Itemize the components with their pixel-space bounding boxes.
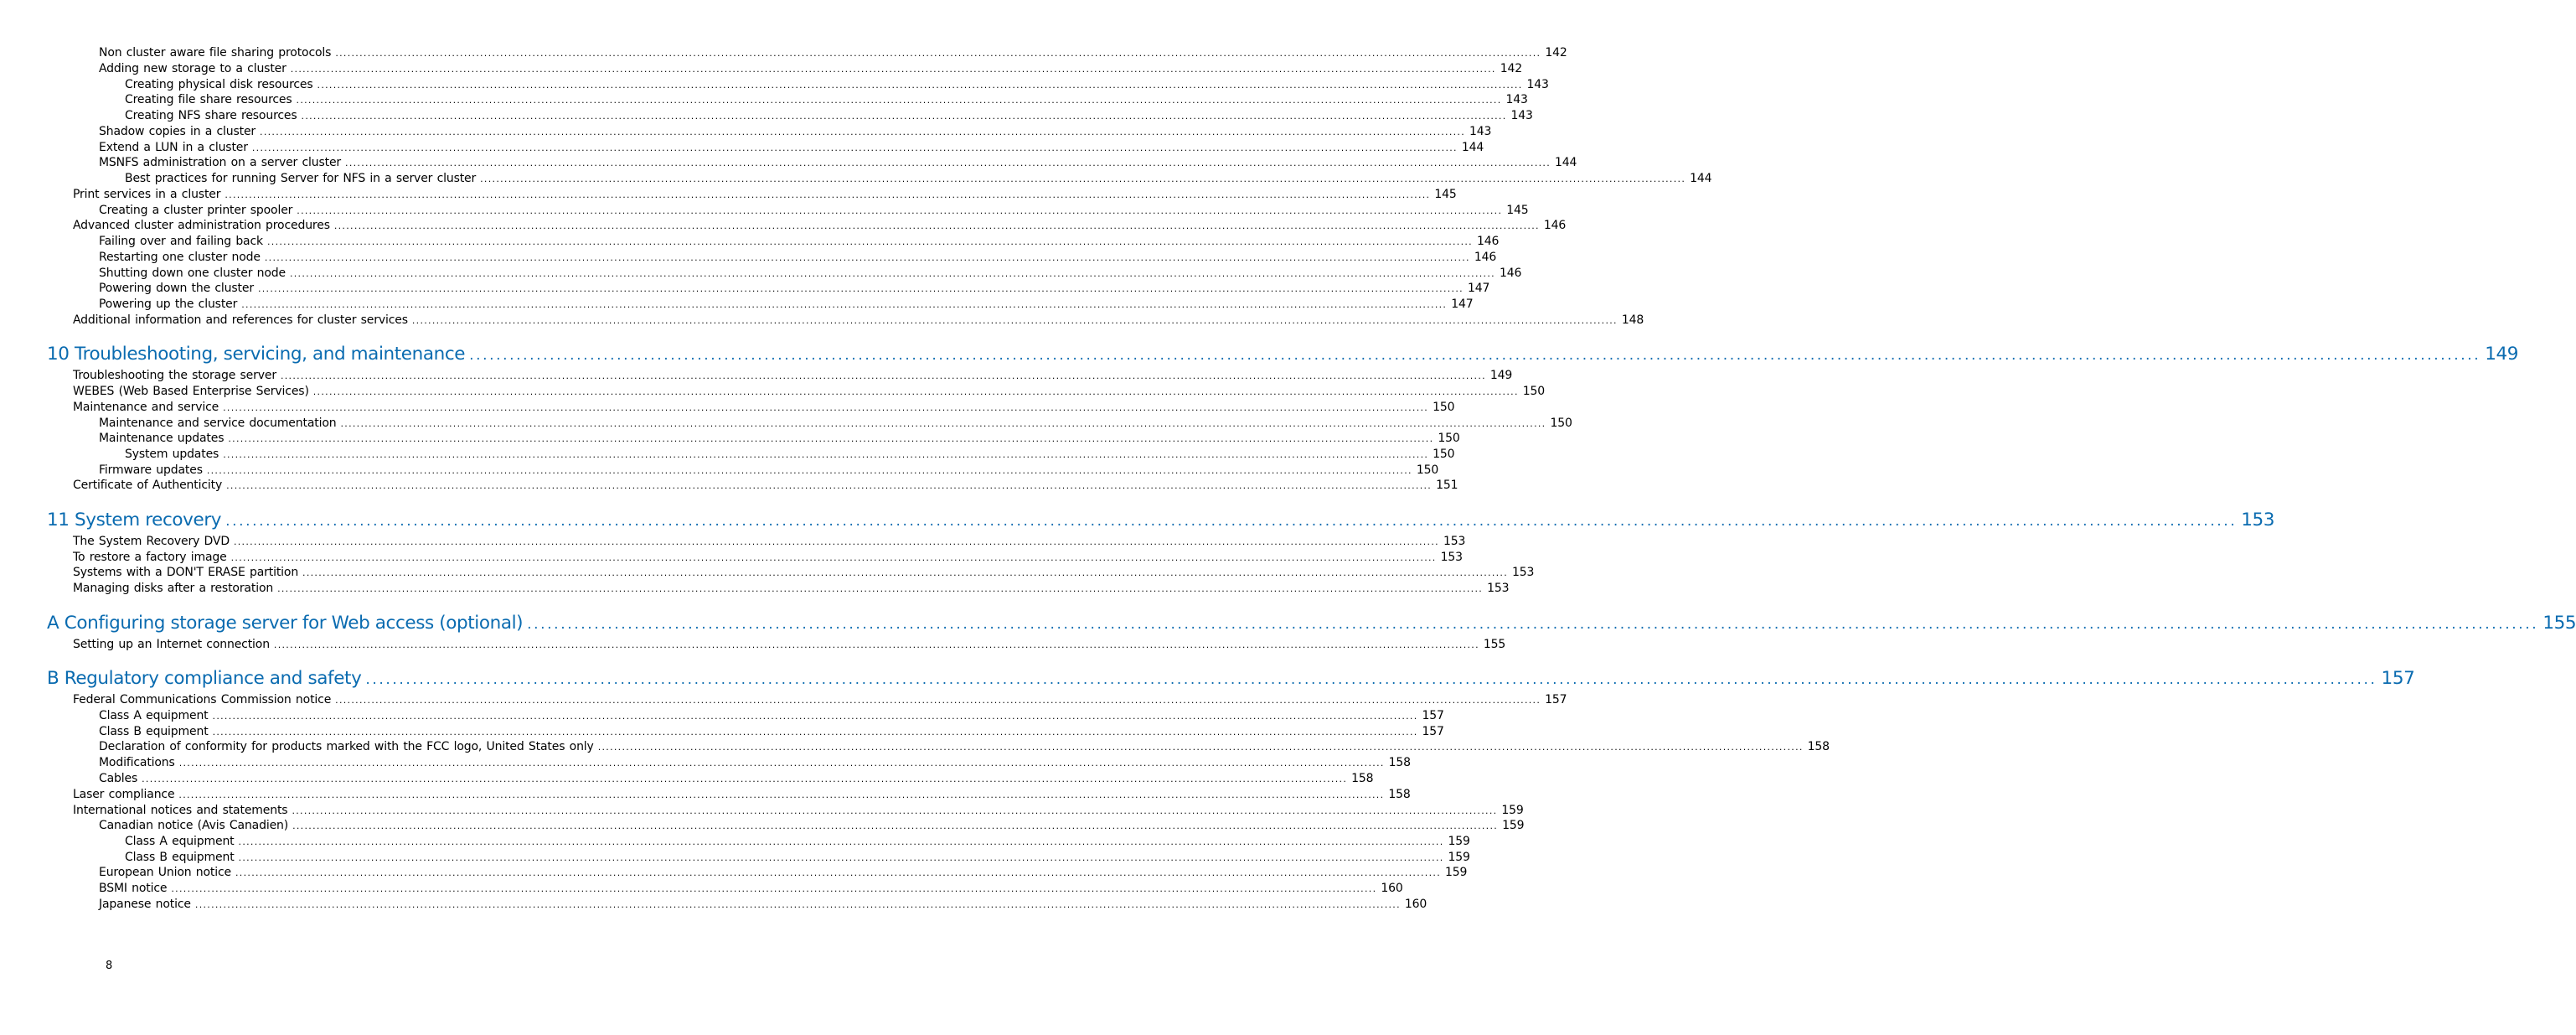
toc-entry[interactable]	[99, 432, 1460, 448]
toc-entry-page: 144	[1555, 156, 1577, 169]
toc-entry-page: 157	[1422, 709, 1444, 722]
toc-entry-title: Class A equipment	[99, 709, 209, 722]
toc-entry[interactable]	[125, 851, 1470, 867]
toc-chapter-heading[interactable]	[47, 344, 2519, 369]
toc-entry-page: 147	[1451, 298, 1474, 311]
toc-entry-title: Class B equipment	[99, 725, 209, 738]
dot-leader: ............................................................................................................................................................................................................................................................................................................	[235, 867, 1441, 878]
toc-entry[interactable]	[99, 298, 1474, 313]
toc-entry-title: Shutting down one cluster node	[99, 267, 286, 280]
toc-entry[interactable]	[73, 788, 1411, 804]
toc-entry-title: Declaration of conformity for products marked with the FCC logo, United States only	[99, 740, 594, 753]
toc-entry-title: Canadian notice (Avis Canadien)	[99, 819, 289, 832]
toc-entry-page: 142	[1545, 46, 1567, 60]
toc-entry-page: 157	[2381, 668, 2415, 689]
dot-leader: ............................................................................................................................................................................................................................................................................................................	[223, 449, 1429, 460]
toc-entry-title: Firmware updates	[99, 463, 203, 477]
toc-entry-title: Class B equipment	[125, 851, 235, 864]
toc-entry-page: 159	[1445, 866, 1468, 879]
toc-entry-title: 11 System recovery	[47, 510, 222, 530]
dot-leader: ............................................................................................................................................................................................................................................................................................................	[411, 315, 1618, 326]
toc-entry[interactable]	[99, 141, 1484, 157]
toc-entry-page: 157	[1422, 725, 1444, 738]
toc-entry-page: 143	[1505, 93, 1528, 106]
toc-entry-page: 149	[2485, 344, 2519, 365]
toc-entry-title: Federal Communications Commission notice	[73, 693, 332, 706]
toc-entry[interactable]	[99, 819, 1525, 835]
toc-chapter-heading[interactable]	[47, 510, 2275, 535]
toc-entry-page: 150	[1522, 385, 1546, 398]
toc-entry-page: 153	[1443, 535, 1466, 548]
toc-entry-page: 148	[1621, 313, 1644, 327]
toc-entry-page: 159	[1448, 835, 1470, 848]
toc-entry-title: Creating physical disk resources	[125, 78, 313, 91]
toc-entry[interactable]	[73, 535, 1466, 551]
dot-leader: ............................................................................................................................................................................................................................................................................................................	[335, 695, 1541, 706]
toc-entry-page: 142	[1500, 62, 1522, 75]
toc-entry-page: 157	[1545, 693, 1567, 706]
toc-entry[interactable]	[99, 463, 1439, 479]
toc-entry[interactable]	[73, 582, 1510, 598]
dot-leader: ............................................................................................................................................................................................................................................................................................................	[597, 742, 1804, 753]
toc-entry[interactable]	[99, 204, 1529, 220]
toc-entry[interactable]	[99, 740, 1830, 756]
toc-entry-page: 153	[2241, 510, 2275, 530]
toc-entry[interactable]	[99, 882, 1403, 898]
dot-leader: ............................................................................................................................................................................................................................................................................................................	[345, 158, 1551, 168]
dot-leader: ............................................................................................................................................................................................................................................................................................................	[142, 774, 1348, 784]
toc-entry-page: 160	[1381, 882, 1403, 895]
toc-entry-page: 153	[1440, 551, 1463, 564]
toc-entry[interactable]	[99, 709, 1444, 725]
toc-entry[interactable]	[73, 219, 1567, 235]
toc-entry[interactable]	[125, 448, 1455, 463]
toc-entry-page: 146	[1499, 267, 1522, 280]
toc-entry[interactable]	[125, 835, 1470, 851]
toc-entry-page: 144	[1690, 172, 1712, 185]
toc-chapter-heading[interactable]	[47, 668, 2415, 693]
toc-entry-title: Additional information and references for cluster services	[73, 313, 408, 327]
dot-leader: ............................................................................................................................................................................................................................................................................................................	[301, 111, 1507, 122]
toc-entry[interactable]	[99, 725, 1444, 741]
dot-leader: ............................................................................................................................................................................................................................................................................................................	[333, 220, 1540, 231]
dot-leader: ............................................................................................................................................................................................................................................................................................................	[194, 899, 1401, 910]
toc-entry-title: A Configuring storage server for Web access (optional)	[47, 613, 524, 634]
dot-leader: ............................................................................................................................................................................................................................................................................................................	[233, 536, 1439, 547]
toc-entry-title: Adding new storage to a cluster	[99, 62, 287, 75]
toc-entry[interactable]	[99, 62, 1522, 78]
toc-entry-page: 158	[1351, 772, 1374, 785]
toc-entry-page: 159	[1448, 851, 1470, 864]
dot-leader: ............................................................................................................................................................................................................................................................................................................	[480, 173, 1686, 184]
dot-leader: ............................................................................................................................................................................................................................................................................................................	[251, 142, 1458, 153]
toc-entry-title: Troubleshooting the storage server	[73, 369, 276, 382]
toc-entry-title: Certificate of Authenticity	[73, 479, 223, 492]
dot-leader: ............................................................................................................................................................................................................................................................................................................	[225, 513, 2238, 530]
toc-entry[interactable]	[99, 866, 1468, 882]
toc-entry-page: 158	[1807, 740, 1830, 753]
toc-entry-title: Managing disks after a restoration	[73, 582, 274, 595]
dot-leader: ............................................................................................................................................................................................................................................................................................................	[340, 418, 1546, 429]
toc-entry-title: MSNFS administration on a server cluster	[99, 156, 342, 169]
toc-entry[interactable]	[99, 417, 1572, 432]
toc-entry[interactable]	[125, 93, 1528, 109]
toc-entry[interactable]	[125, 109, 1533, 125]
dot-leader: ............................................................................................................................................................................................................................................................................................................	[527, 616, 2539, 633]
toc-entry-title: Systems with a DON'T ERASE partition	[73, 566, 299, 579]
dot-leader: ............................................................................................................................................................................................................................................................................................................	[228, 433, 1434, 444]
toc-entry[interactable]	[73, 313, 1644, 329]
dot-leader: ............................................................................................................................................................................................................................................................................................................	[226, 480, 1433, 491]
toc-entry-page: 153	[1512, 566, 1535, 579]
toc-entry[interactable]	[99, 756, 1411, 772]
toc-entry-page: 155	[2542, 613, 2576, 634]
toc-entry-title: Shadow copies in a cluster	[99, 125, 256, 138]
toc-entry-page: 160	[1404, 898, 1427, 911]
toc-entry[interactable]	[99, 282, 1490, 298]
dot-leader: ............................................................................................................................................................................................................................................................................................................	[241, 299, 1448, 310]
toc-entry-page: 150	[1433, 448, 1455, 461]
toc-entry-page: 159	[1501, 804, 1524, 817]
dot-leader: ............................................................................................................................................................................................................................................................................................................	[223, 402, 1429, 413]
toc-entry[interactable]	[99, 125, 1492, 141]
dot-leader: ............................................................................................................................................................................................................................................................................................................	[267, 236, 1473, 247]
dot-leader: ............................................................................................................................................................................................................................................................................................................	[230, 552, 1437, 563]
toc-entry-page: 146	[1474, 251, 1497, 264]
dot-leader: ............................................................................................................................................................................................................................................................................................................	[212, 727, 1418, 737]
toc-entry-title: Class A equipment	[125, 835, 235, 848]
toc-entry-page: 146	[1476, 235, 1500, 248]
toc-entry-page: 143	[1469, 125, 1492, 138]
toc-entry-title: Restarting one cluster node	[99, 251, 261, 264]
toc-entry-title: Best practices for running Server for NFS in a server cluster	[125, 172, 477, 185]
toc-entry[interactable]	[99, 772, 1374, 788]
toc-entry[interactable]	[73, 804, 1524, 820]
toc-entry-title: B Regulatory compliance and safety	[47, 668, 362, 689]
toc-entry[interactable]	[99, 898, 1427, 913]
toc-entry-page: 143	[1510, 109, 1533, 122]
toc-entry-page: 150	[1550, 417, 1572, 430]
toc-entry-page: 151	[1436, 479, 1458, 492]
toc-entry-page: 153	[1487, 582, 1510, 595]
toc-entry-title: To restore a factory image	[73, 551, 227, 564]
toc-chapter-heading[interactable]	[47, 613, 2576, 638]
toc-entry-page: 159	[1502, 819, 1525, 832]
toc-entry-title: Creating file share resources	[125, 93, 292, 106]
dot-leader: ............................................................................................................................................................................................................................................................................................................	[469, 347, 2481, 364]
toc-entry-title: Advanced cluster administration procedures	[73, 219, 330, 232]
page-number: 8	[106, 960, 113, 972]
toc-entry[interactable]	[73, 551, 1463, 567]
toc-entry-title: WEBES (Web Based Enterprise Services)	[73, 385, 309, 398]
toc-entry-title: Maintenance and service documentation	[99, 417, 337, 430]
toc-entry-title: International notices and statements	[73, 804, 288, 817]
dot-leader: ............................................................................................................................................................................................................................................................................................................	[292, 805, 1498, 816]
toc-entry[interactable]	[99, 156, 1577, 172]
toc-entry-title: Powering down the cluster	[99, 282, 254, 295]
dot-leader: ............................................................................................................................................................................................................................................................................................................	[277, 583, 1484, 594]
dot-leader: ............................................................................................................................................................................................................................................................................................................	[225, 189, 1431, 200]
toc-entry[interactable]	[99, 267, 1522, 282]
toc-entry-page: 150	[1416, 463, 1439, 477]
dot-leader: ............................................................................................................................................................................................................................................................................................................	[302, 567, 1509, 578]
dot-leader: ............................................................................................................................................................................................................................................................................................................	[264, 252, 1470, 263]
dot-leader: ............................................................................................................................................................................................................................................................................................................	[178, 758, 1385, 768]
toc-entry-title: Japanese notice	[99, 898, 191, 911]
dot-leader: ............................................................................................................................................................................................................................................................................................................	[365, 671, 2377, 688]
toc-entry[interactable]	[73, 385, 1546, 401]
toc-entry-page: 146	[1543, 219, 1567, 232]
dot-leader: ............................................................................................................................................................................................................................................................................................................	[297, 205, 1503, 216]
dot-leader: ............................................................................................................................................................................................................................................................................................................	[335, 48, 1541, 59]
toc-entry-title: Print services in a cluster	[73, 188, 221, 201]
dot-leader: ............................................................................................................................................................................................................................................................................................................	[260, 127, 1466, 137]
dot-leader: ............................................................................................................................................................................................................................................................................................................	[273, 639, 1479, 650]
dot-leader: ............................................................................................................................................................................................................................................................................................................	[312, 386, 1519, 397]
toc-entry[interactable]	[125, 78, 1549, 94]
dot-leader: ............................................................................................................................................................................................................................................................................................................	[296, 95, 1502, 106]
toc-entry-title: Failing over and failing back	[99, 235, 263, 248]
dot-leader: ............................................................................................................................................................................................................................................................................................................	[290, 64, 1496, 75]
toc-entry-title: Maintenance and service	[73, 401, 219, 414]
toc-entry-title: Creating NFS share resources	[125, 109, 297, 122]
toc-entry-page: 143	[1526, 78, 1549, 91]
toc-entry-title: System updates	[125, 448, 219, 461]
toc-entry-title: European Union notice	[99, 866, 232, 879]
toc-entry-page: 149	[1489, 369, 1513, 382]
dot-leader: ............................................................................................................................................................................................................................................................................................................	[206, 465, 1412, 476]
dot-leader: ............................................................................................................................................................................................................................................................................................................	[257, 283, 1464, 294]
toc-entry-title: Creating a cluster printer spooler	[99, 204, 293, 217]
dot-leader: ............................................................................................................................................................................................................................................................................................................	[238, 836, 1444, 847]
dot-leader: ............................................................................................................................................................................................................................................................................................................	[289, 268, 1495, 279]
toc-entry-title: BSMI notice	[99, 882, 168, 895]
toc-entry[interactable]	[73, 369, 1513, 385]
toc-entry[interactable]	[99, 46, 1567, 62]
toc-entry-page: 155	[1483, 638, 1506, 651]
toc-entry-title: Setting up an Internet connection	[73, 638, 270, 651]
toc-entry-page: 145	[1506, 204, 1529, 217]
toc-entry[interactable]	[73, 566, 1535, 582]
dot-leader: ............................................................................................................................................................................................................................................................................................................	[238, 852, 1444, 863]
toc-entry-title: Extend a LUN in a cluster	[99, 141, 248, 154]
toc-entry[interactable]	[125, 172, 1712, 188]
toc-entry-title: 10 Troubleshooting, servicing, and maintenance	[47, 344, 466, 365]
toc-entry[interactable]	[73, 479, 1458, 494]
toc-entry-title: Maintenance updates	[99, 432, 225, 445]
dot-leader: ............................................................................................................................................................................................................................................................................................................	[171, 883, 1377, 894]
toc-entry[interactable]	[99, 235, 1500, 251]
toc-entry-page: 158	[1388, 756, 1411, 769]
toc-entry-title: Cables	[99, 772, 138, 785]
toc-entry-page: 144	[1461, 141, 1484, 154]
toc-entry[interactable]	[73, 693, 1567, 709]
toc-entry[interactable]	[73, 401, 1455, 417]
toc-entry[interactable]	[73, 638, 1506, 654]
dot-leader: ............................................................................................................................................................................................................................................................................................................	[178, 789, 1385, 800]
toc-entry-page: 158	[1388, 788, 1411, 801]
toc-entry-page: 147	[1467, 282, 1490, 295]
toc-entry-title: Laser compliance	[73, 788, 175, 801]
toc-entry-title: Modifications	[99, 756, 175, 769]
toc-entry-title: Powering up the cluster	[99, 298, 238, 311]
toc-entry-page: 145	[1434, 188, 1457, 201]
toc-entry-title: The System Recovery DVD	[73, 535, 230, 548]
toc-entry-title: Non cluster aware file sharing protocols	[99, 46, 332, 60]
toc-entry[interactable]	[73, 188, 1457, 204]
toc-entry[interactable]	[99, 251, 1497, 267]
dot-leader: ............................................................................................................................................................................................................................................................................................................	[280, 370, 1486, 381]
dot-leader: ............................................................................................................................................................................................................................................................................................................	[212, 711, 1418, 722]
toc-entry-page: 150	[1438, 432, 1460, 445]
toc-entry-page: 150	[1433, 401, 1455, 414]
dot-leader: ............................................................................................................................................................................................................................................................................................................	[292, 820, 1499, 831]
dot-leader: ............................................................................................................................................................................................................................................................................................................	[317, 80, 1523, 91]
